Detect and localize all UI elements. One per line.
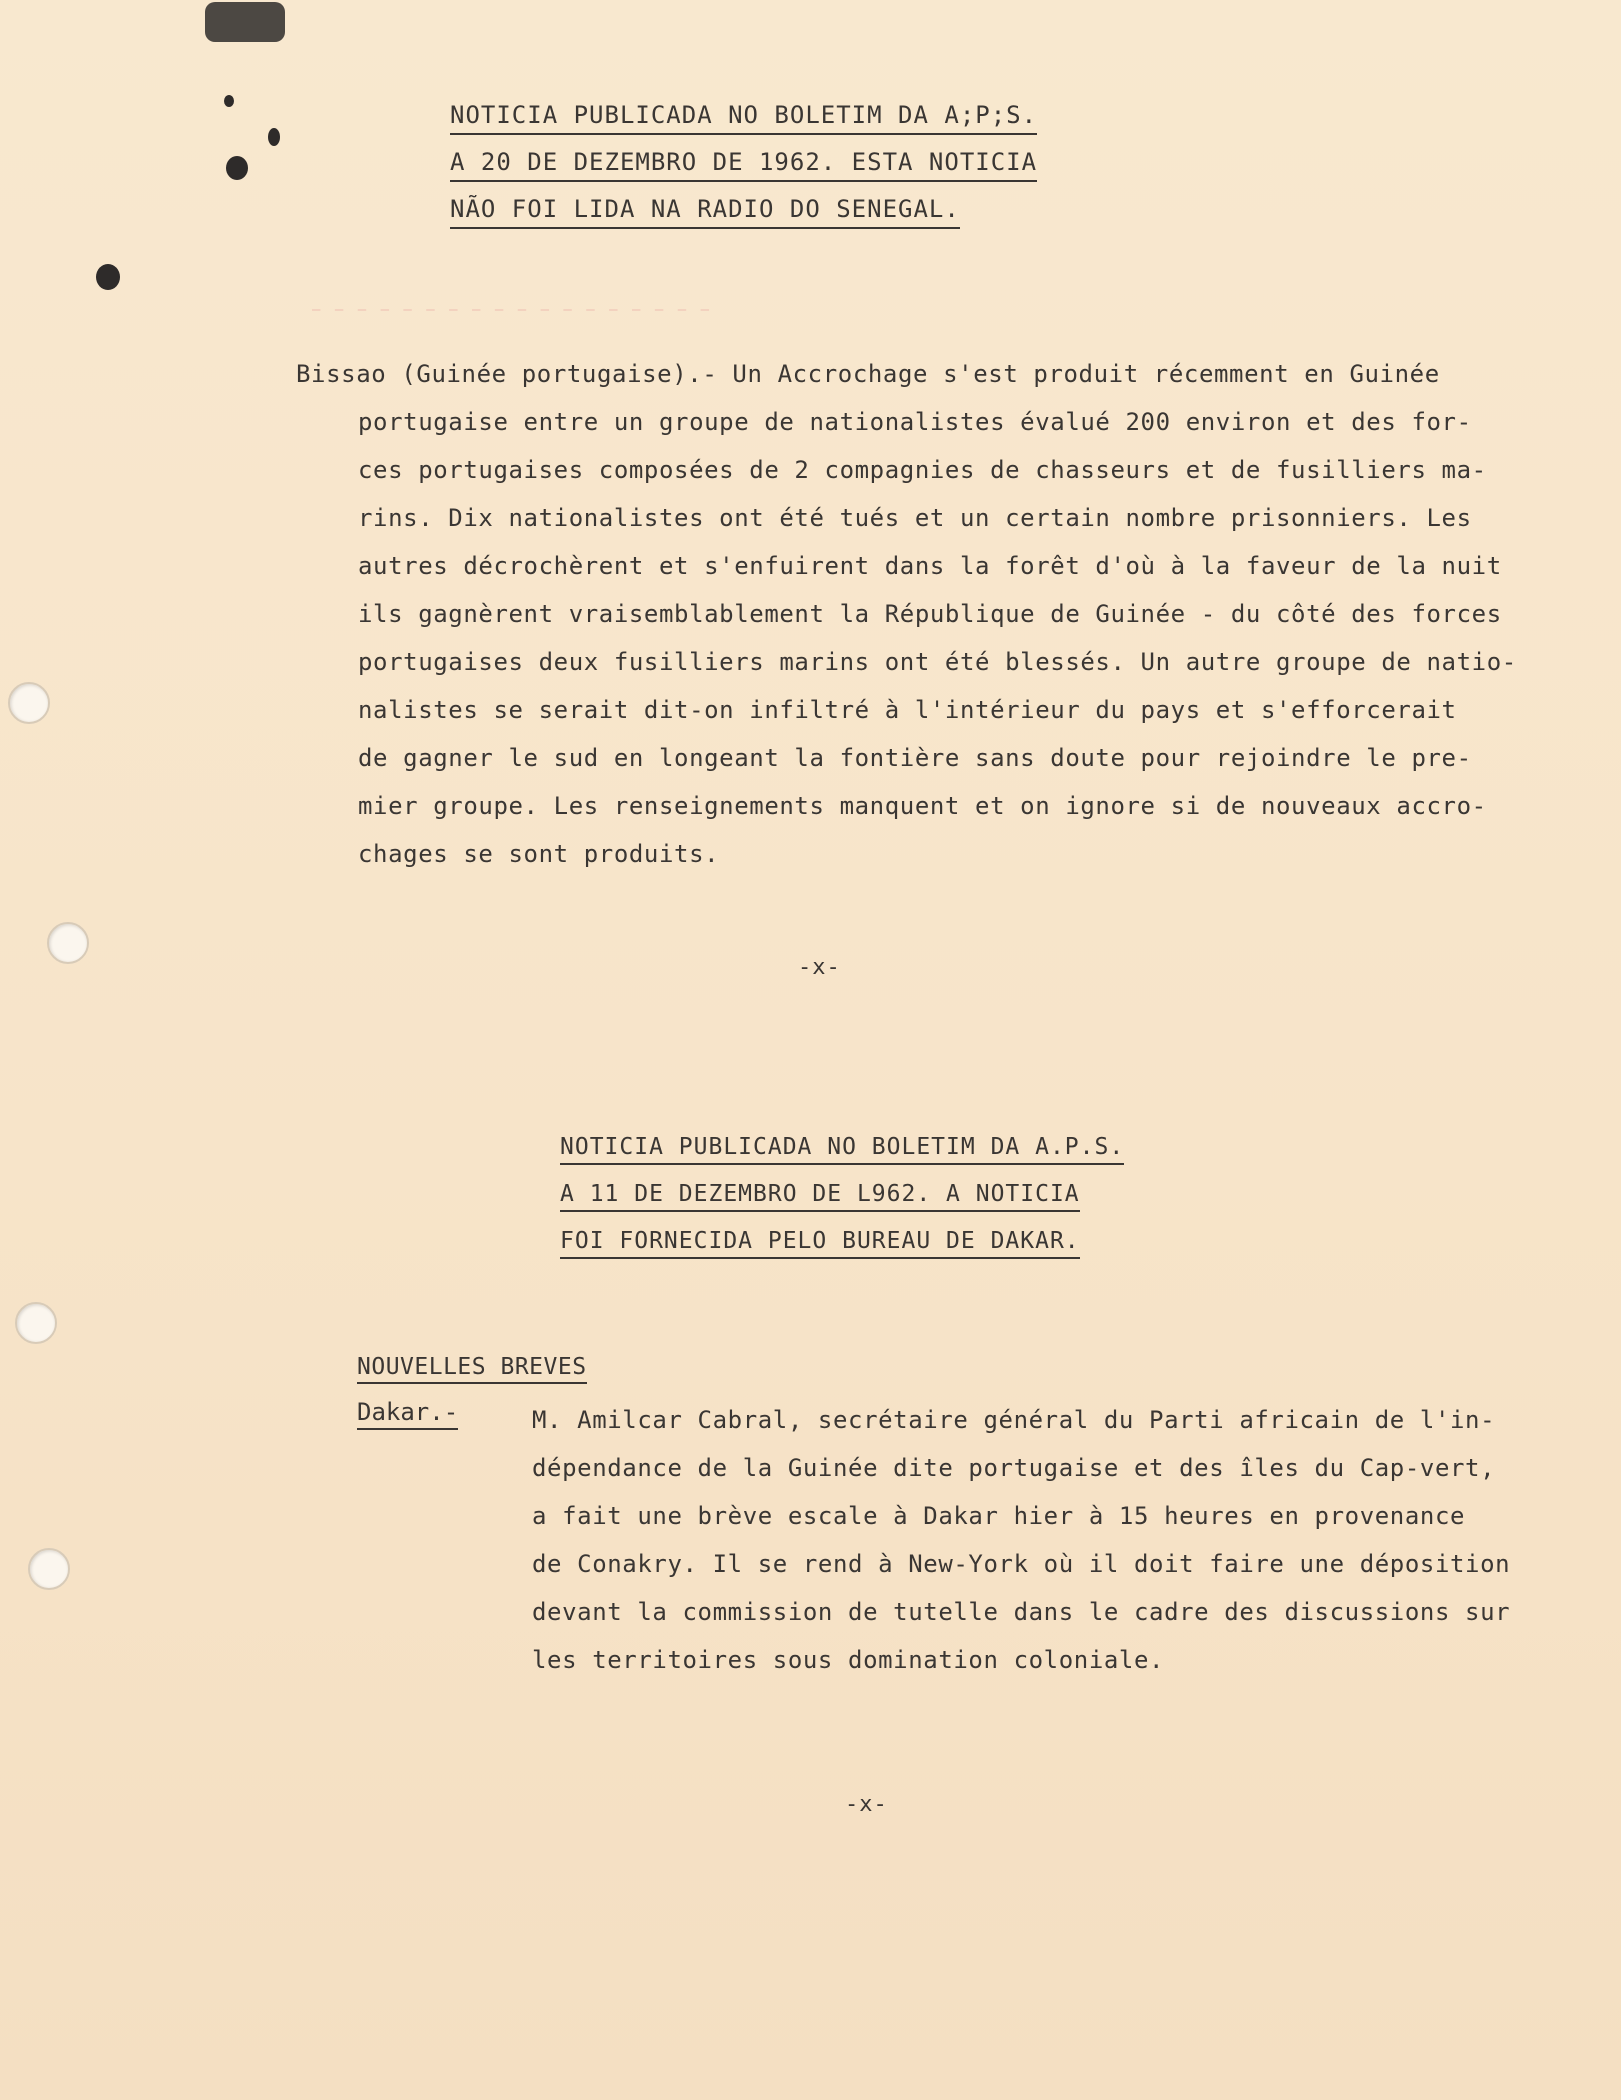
article-1-line: de gagner le sud en longeant la fontière sans doute pour rejoindre le pre- (358, 744, 1472, 772)
article-2-line: devant la commission de tutelle dans le cadre des discussions sur (532, 1598, 1511, 1626)
header-2 (560, 1124, 1124, 1265)
article-2-line: les territoires sous domination coloniale. (532, 1646, 1165, 1674)
article-1-line: chages se sont produits. (358, 840, 720, 868)
header-1 (450, 92, 1037, 233)
article-1-line: nalistes se serait dit-on infiltré à l'intérieur du pays et s'efforcerait (358, 696, 1457, 724)
header-2-line: FOI FORNECIDA PELO BUREAU DE DAKAR. (560, 1228, 1080, 1259)
header-1-line: A 20 DE DEZEMBRO DE 1962. ESTA NOTICIA (450, 148, 1037, 182)
article-1-line: mier groupe. Les renseignements manquent et on ignore si de nouveaux accro- (358, 792, 1487, 820)
article-1-line: ces portugaises composées de 2 compagnies de chasseurs et de fusilliers ma- (358, 456, 1487, 484)
article-2-line: de Conakry. Il se rend à New-York où il doit faire une déposition (532, 1550, 1511, 1578)
article-1-line: portugaises deux fusilliers marins ont été blessés. Un autre groupe de natio- (358, 648, 1517, 676)
dateline: Dakar.- (357, 1398, 458, 1430)
article-2 (532, 1396, 1510, 1684)
punch-hole (28, 1548, 70, 1590)
faint-red-marks: — — — — — — — — — — — — — — — — — — (312, 302, 713, 318)
header-1-line: NÃO FOI LIDA NA RADIO DO SENEGAL. (450, 195, 960, 229)
separator: -x- (845, 1792, 888, 1817)
ink-spot (205, 2, 285, 42)
article-1-line: portugaise entre un groupe de nationalistes évalué 200 environ et des for- (358, 408, 1472, 436)
header-2-line: NOTICIA PUBLICADA NO BOLETIM DA A.P.S. (560, 1134, 1124, 1165)
article-2-line: dépendance de la Guinée dite portugaise et des îles du Cap-vert, (532, 1454, 1496, 1482)
article-1 (296, 350, 1517, 878)
separator: -x- (798, 955, 841, 980)
ink-spot (224, 95, 234, 107)
punch-hole (47, 922, 89, 964)
header-1-line: NOTICIA PUBLICADA NO BOLETIM DA A;P;S. (450, 101, 1037, 135)
ink-spot (96, 264, 120, 290)
ink-spot (226, 156, 248, 180)
punch-hole (8, 682, 50, 724)
article-2-line: a fait une brève escale à Dakar hier à 15 heures en provenance (532, 1502, 1466, 1530)
article-1-line: Bissao (Guinée portugaise).- Un Accrochage s'est produit récemment en Guinée (296, 360, 1440, 388)
article-2-line: M. Amilcar Cabral, secrétaire général du Parti africain de l'in- (532, 1406, 1496, 1434)
ink-spot (268, 128, 280, 146)
header-2-line: A 11 DE DEZEMBRO DE L962. A NOTICIA (560, 1181, 1080, 1212)
punch-hole (15, 1302, 57, 1344)
article-1-line: autres décrochèrent et s'enfuirent dans la forêt d'où à la faveur de la nuit (358, 552, 1502, 580)
article-1-line: ils gagnèrent vraisemblablement la République de Guinée - du côté des forces (358, 600, 1502, 628)
article-1-line: rins. Dix nationalistes ont été tués et un certain nombre prisonniers. Les (358, 504, 1472, 532)
section-label: NOUVELLES BREVES (357, 1354, 587, 1384)
